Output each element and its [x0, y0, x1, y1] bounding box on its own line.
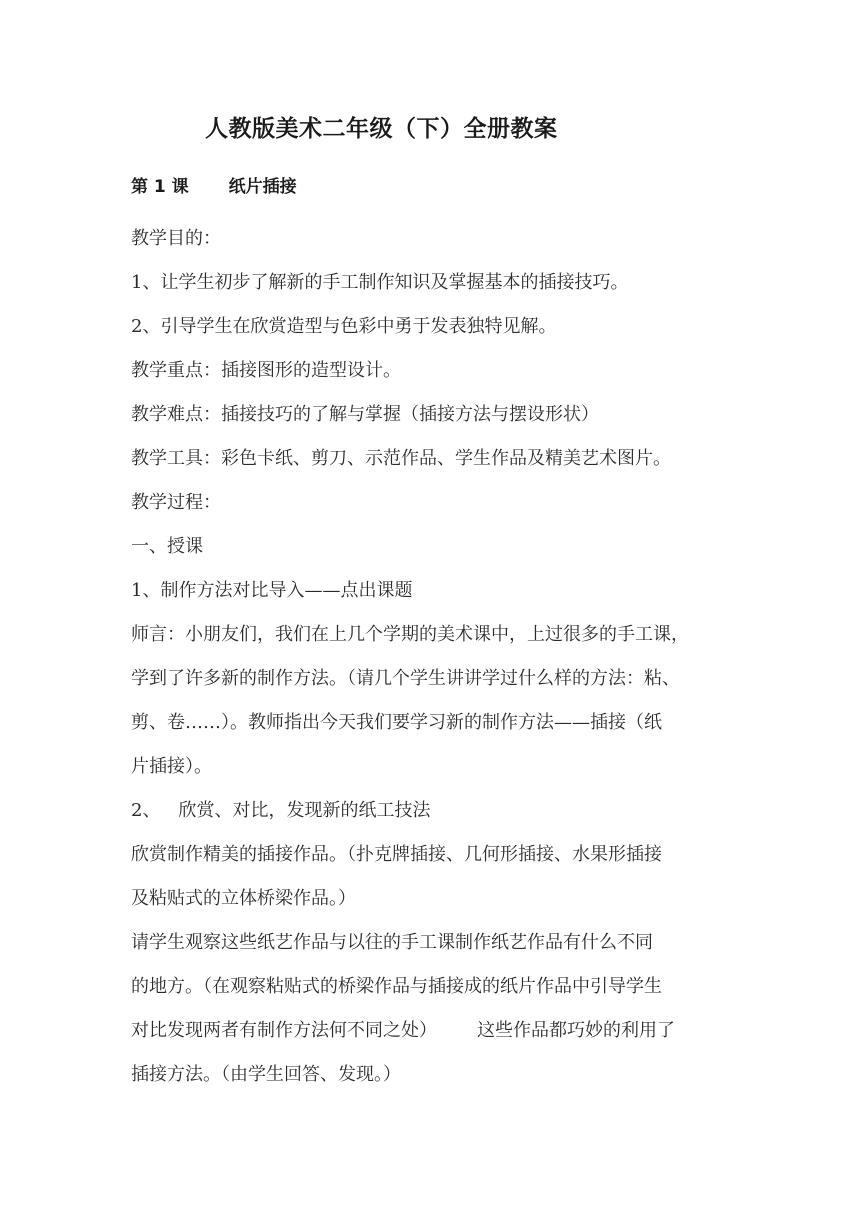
- paragraph-line: 教学难点：插接技巧的了解与掌握（插接方法与摆设形状）: [131, 404, 599, 425]
- lesson-name: 纸片插接: [228, 177, 297, 197]
- paragraph-line: 1、制作方法对比导入——点出课题: [131, 580, 413, 601]
- step-number: 2、: [131, 800, 161, 821]
- paragraph-line: 请学生观察这些纸艺作品与以往的手工课制作纸艺作品有什么不同: [131, 932, 653, 953]
- paragraph-line: 教学工具：彩色卡纸、剪刀、示范作品、学生作品及精美艺术图片。: [131, 448, 671, 469]
- paragraph-line: 2、引导学生在欣赏造型与色彩中勇于发表独特见解。: [131, 316, 557, 337]
- paragraph-line: 教学重点：插接图形的造型设计。: [131, 360, 401, 381]
- paragraph-line: [131, 1009, 731, 1053]
- paragraph-line: 片插接）。: [131, 756, 212, 777]
- lesson-body: [131, 217, 731, 1097]
- paragraph-line: 欣赏制作精美的插接作品。（扑克牌插接、几何形插接、水果形插接: [131, 844, 662, 865]
- paragraph-line: 教学过程：: [131, 492, 221, 513]
- lesson-heading: [131, 173, 297, 201]
- paragraph-line: 的地方。（在观察粘贴式的桥梁作品与插接成的纸片作品中引导学生: [131, 976, 662, 997]
- paragraph-line: 学到了许多新的制作方法。（请几个学生讲讲学过什么样的方法：粘、: [131, 668, 680, 689]
- paragraph-line: 剪、卷……）。教师指出今天我们要学习新的制作方法——插接（纸: [131, 712, 662, 733]
- lesson-number: 第 1 课: [131, 177, 189, 197]
- compare-text-first: 对比发现两者有制作方法何不同之处）: [131, 1020, 437, 1041]
- paragraph-line: 及粘贴式的立体桥梁作品。）: [131, 888, 356, 909]
- step-heading: [131, 789, 731, 833]
- compare-text-second: 这些作品都巧妙的利用了: [477, 1020, 675, 1041]
- paragraph-line: 教学目的：: [131, 228, 221, 249]
- paragraph-line: 1、让学生初步了解新的手工制作知识及掌握基本的插接技巧。: [131, 272, 629, 293]
- paragraph-line: 师言：小朋友们，我们在上几个学期的美术课中，上过很多的手工课，: [131, 624, 689, 645]
- document-title: 人教版美术二年级（下）全册教案: [205, 116, 558, 142]
- paragraph-line: 插接方法。（由学生回答、发现。）: [131, 1064, 401, 1085]
- paragraph-line: 一、授课: [131, 536, 203, 557]
- step-text: 欣赏、对比，发现新的纸工技法: [178, 800, 431, 821]
